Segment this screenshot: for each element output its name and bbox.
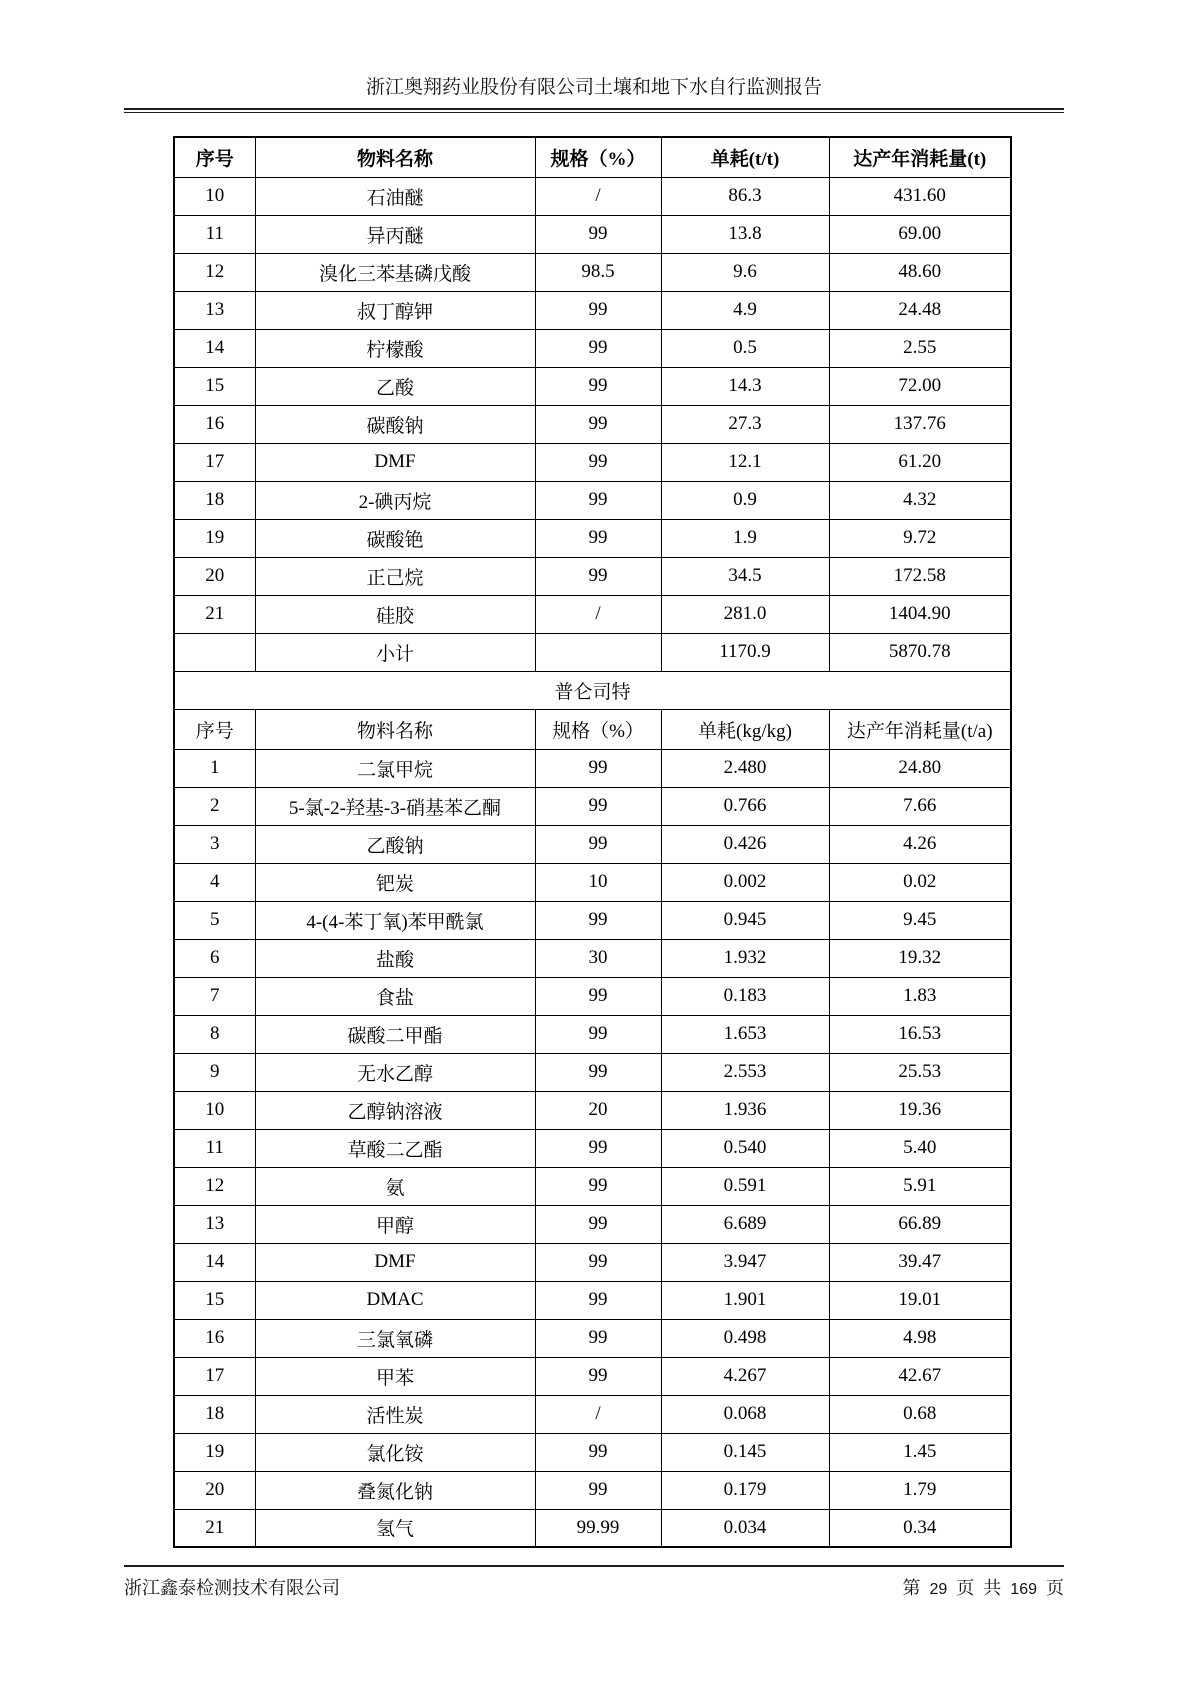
table-cell: 99	[535, 787, 661, 825]
table-cell: 13.8	[661, 215, 829, 253]
table-cell: 氢气	[255, 1509, 535, 1547]
table-row	[174, 1243, 1011, 1281]
table-cell: 5870.78	[829, 633, 1011, 671]
table-cell: 30	[535, 939, 661, 977]
table-row	[174, 1205, 1011, 1243]
table-cell: 72.00	[829, 367, 1011, 405]
footer-company: 浙江鑫泰检测技术有限公司	[124, 1578, 340, 1598]
table-row	[174, 557, 1011, 595]
table-cell: 18	[174, 481, 255, 519]
table-cell: 16	[174, 405, 255, 443]
table-cell: DMF	[255, 1243, 535, 1281]
table-cell: 0.179	[661, 1471, 829, 1509]
header-divider-line	[124, 108, 1064, 113]
table-cell	[535, 633, 661, 671]
column-header: 单耗(kg/kg)	[661, 709, 829, 749]
table-cell: 99	[535, 1357, 661, 1395]
table-cell: 9.72	[829, 519, 1011, 557]
table-cell: 食盐	[255, 977, 535, 1015]
table-row	[174, 1433, 1011, 1471]
section1-body	[174, 137, 1011, 671]
table-cell: 0.034	[661, 1509, 829, 1547]
table-cell: 99	[535, 557, 661, 595]
table-cell: 24.80	[829, 749, 1011, 787]
table-cell: DMF	[255, 443, 535, 481]
table-cell: 99	[535, 367, 661, 405]
table-cell: 甲醇	[255, 1205, 535, 1243]
table-cell: 13	[174, 1205, 255, 1243]
table-cell: 0.02	[829, 863, 1011, 901]
table-cell: 99	[535, 329, 661, 367]
table-cell: 柠檬酸	[255, 329, 535, 367]
total-page-number: 169	[1010, 1581, 1037, 1598]
table-cell: 1.45	[829, 1433, 1011, 1471]
table-cell: 2-碘丙烷	[255, 481, 535, 519]
table-cell: 草酸二乙酯	[255, 1129, 535, 1167]
table-cell: 1404.90	[829, 595, 1011, 633]
table-row	[174, 405, 1011, 443]
table-row	[174, 1015, 1011, 1053]
table-cell: 99	[535, 443, 661, 481]
column-header: 规格（%）	[535, 709, 661, 749]
table-row	[174, 1395, 1011, 1433]
table-cell: /	[535, 595, 661, 633]
column-header: 达产年消耗量(t)	[829, 137, 1011, 177]
table-cell: 4.98	[829, 1319, 1011, 1357]
table-cell: 0.002	[661, 863, 829, 901]
table-cell: 2.553	[661, 1053, 829, 1091]
table-row	[174, 633, 1011, 671]
table-cell: DMAC	[255, 1281, 535, 1319]
table-cell: 氯化铵	[255, 1433, 535, 1471]
table-cell: 活性炭	[255, 1395, 535, 1433]
column-header: 规格（%）	[535, 137, 661, 177]
pagination-total-label: 共	[983, 1578, 1002, 1598]
table-cell: 4.267	[661, 1357, 829, 1395]
table-cell: 99	[535, 749, 661, 787]
table-cell: 99	[535, 825, 661, 863]
table-cell: 99	[535, 1129, 661, 1167]
table-cell: 25.53	[829, 1053, 1011, 1091]
table-row	[174, 329, 1011, 367]
table-cell: 0.766	[661, 787, 829, 825]
table-row	[174, 1129, 1011, 1167]
table-row	[174, 215, 1011, 253]
column-header: 物料名称	[255, 709, 535, 749]
footer-divider-line	[124, 1565, 1064, 1567]
table-cell: 12	[174, 253, 255, 291]
table-cell: 7.66	[829, 787, 1011, 825]
table-cell: 0.540	[661, 1129, 829, 1167]
table-cell: 99	[535, 405, 661, 443]
table-row	[174, 901, 1011, 939]
table-cell: 盐酸	[255, 939, 535, 977]
column-header: 单耗(t/t)	[661, 137, 829, 177]
table-cell: 1.901	[661, 1281, 829, 1319]
table-row	[174, 749, 1011, 787]
table-cell: 9.6	[661, 253, 829, 291]
table-cell: 99	[535, 901, 661, 939]
table-cell: 0.9	[661, 481, 829, 519]
table-cell: 0.34	[829, 1509, 1011, 1547]
table-cell: 6	[174, 939, 255, 977]
table-row	[174, 1471, 1011, 1509]
table-cell: 12	[174, 1167, 255, 1205]
table-cell: 乙酸	[255, 367, 535, 405]
table-cell: 5.91	[829, 1167, 1011, 1205]
table-cell: 0.945	[661, 901, 829, 939]
table-cell: 10	[174, 1091, 255, 1129]
table-cell: 61.20	[829, 443, 1011, 481]
table-cell: 39.47	[829, 1243, 1011, 1281]
table-cell: 2.55	[829, 329, 1011, 367]
table-cell: 10	[535, 863, 661, 901]
table-cell: 99	[535, 1281, 661, 1319]
section-divider-body	[174, 671, 1011, 709]
table-cell: 172.58	[829, 557, 1011, 595]
table-cell: 99	[535, 1433, 661, 1471]
table-cell: 4	[174, 863, 255, 901]
table-cell: 21	[174, 595, 255, 633]
table-cell: 1170.9	[661, 633, 829, 671]
table-row	[174, 1357, 1011, 1395]
table-cell: 氨	[255, 1167, 535, 1205]
table-cell: 4-(4-苯丁氧)苯甲酰氯	[255, 901, 535, 939]
table-cell: 5.40	[829, 1129, 1011, 1167]
table-cell: 硅胶	[255, 595, 535, 633]
pagination-page-label: 页	[956, 1578, 975, 1598]
table-cell: 0.183	[661, 977, 829, 1015]
table-cell: 乙酸钠	[255, 825, 535, 863]
table-row	[174, 367, 1011, 405]
table-cell: 14.3	[661, 367, 829, 405]
table-cell: 4.32	[829, 481, 1011, 519]
table-cell: 9.45	[829, 901, 1011, 939]
table-row	[174, 939, 1011, 977]
table-cell: 99	[535, 215, 661, 253]
table-cell: 86.3	[661, 177, 829, 215]
table-cell: 99	[535, 1205, 661, 1243]
table-cell: 19.01	[829, 1281, 1011, 1319]
table-cell: 15	[174, 1281, 255, 1319]
table-cell: 5-氯-2-羟基-3-硝基苯乙酮	[255, 787, 535, 825]
table-cell: 18	[174, 1395, 255, 1433]
table-cell: /	[535, 177, 661, 215]
table-cell: 27.3	[661, 405, 829, 443]
table-row	[174, 1053, 1011, 1091]
table-cell: 正己烷	[255, 557, 535, 595]
table-cell: 99	[535, 1319, 661, 1357]
table-cell: 19.36	[829, 1091, 1011, 1129]
table-cell: 12.1	[661, 443, 829, 481]
table-cell: 0.498	[661, 1319, 829, 1357]
table-cell: 溴化三苯基磷戊酸	[255, 253, 535, 291]
table-row	[174, 1091, 1011, 1129]
page-footer	[124, 1565, 1064, 1600]
table-cell: 24.48	[829, 291, 1011, 329]
table-cell: 7	[174, 977, 255, 1015]
table-cell: 137.76	[829, 405, 1011, 443]
table-cell: 19.32	[829, 939, 1011, 977]
table-cell: 0.426	[661, 825, 829, 863]
table-cell: 4.9	[661, 291, 829, 329]
table-cell: 14	[174, 1243, 255, 1281]
table-cell: 99	[535, 1015, 661, 1053]
table-row	[174, 825, 1011, 863]
table-cell: 1.83	[829, 977, 1011, 1015]
table-cell: 14	[174, 329, 255, 367]
table-cell: 乙醇钠溶液	[255, 1091, 535, 1129]
table-cell: 19	[174, 1433, 255, 1471]
table-cell: 1.936	[661, 1091, 829, 1129]
table-row	[174, 1281, 1011, 1319]
table-cell: 10	[174, 177, 255, 215]
table-cell: 2	[174, 787, 255, 825]
table-cell: 99	[535, 481, 661, 519]
table-cell: 281.0	[661, 595, 829, 633]
section2-header-row	[174, 709, 1011, 749]
materials-consumption-table	[173, 136, 1012, 1548]
table-row	[174, 481, 1011, 519]
table-cell: 69.00	[829, 215, 1011, 253]
table-cell: 16.53	[829, 1015, 1011, 1053]
table-cell: 17	[174, 443, 255, 481]
table-cell: 99	[535, 1053, 661, 1091]
table-cell: 0.068	[661, 1395, 829, 1433]
table-cell: 99	[535, 519, 661, 557]
section-divider-row	[174, 671, 1011, 709]
table-cell: 99	[535, 291, 661, 329]
table-cell: 99	[535, 977, 661, 1015]
table-cell: 3.947	[661, 1243, 829, 1281]
table-cell: 叔丁醇钾	[255, 291, 535, 329]
table-cell: 99	[535, 1471, 661, 1509]
table-row	[174, 291, 1011, 329]
table-cell: 小计	[255, 633, 535, 671]
table-cell: 1.932	[661, 939, 829, 977]
section2-body	[174, 709, 1011, 1547]
table-row	[174, 177, 1011, 215]
table-cell: 4.26	[829, 825, 1011, 863]
pagination-prefix: 第	[902, 1578, 921, 1598]
table-row	[174, 977, 1011, 1015]
table-cell: 1.79	[829, 1471, 1011, 1509]
table-cell: 异丙醚	[255, 215, 535, 253]
table-cell: 34.5	[661, 557, 829, 595]
table-cell: 碳酸铯	[255, 519, 535, 557]
table-row	[174, 787, 1011, 825]
table-cell: 碳酸钠	[255, 405, 535, 443]
table-cell: 5	[174, 901, 255, 939]
table-cell: 0.145	[661, 1433, 829, 1471]
table-row	[174, 519, 1011, 557]
table-cell: 9	[174, 1053, 255, 1091]
table-cell: 11	[174, 1129, 255, 1167]
table-cell: 8	[174, 1015, 255, 1053]
section1-header-row	[174, 137, 1011, 177]
table-row	[174, 1167, 1011, 1205]
table-cell: 三氯氧磷	[255, 1319, 535, 1357]
table-cell: 42.67	[829, 1357, 1011, 1395]
table-cell: 17	[174, 1357, 255, 1395]
table-row	[174, 1319, 1011, 1357]
table-cell: 钯炭	[255, 863, 535, 901]
table-cell: 16	[174, 1319, 255, 1357]
table-cell	[174, 633, 255, 671]
table-cell: 20	[174, 1471, 255, 1509]
table-cell: 0.5	[661, 329, 829, 367]
column-header: 序号	[174, 137, 255, 177]
page-number-indicator	[903, 1574, 1065, 1600]
table-cell: 98.5	[535, 253, 661, 291]
page-header	[124, 76, 1064, 113]
column-header: 物料名称	[255, 137, 535, 177]
section-divider-label: 普仑司特	[174, 671, 1011, 709]
column-header: 达产年消耗量(t/a)	[829, 709, 1011, 749]
table-cell: 20	[174, 557, 255, 595]
table-cell: 6.689	[661, 1205, 829, 1243]
table-cell: 431.60	[829, 177, 1011, 215]
table-cell: 2.480	[661, 749, 829, 787]
table-cell: 66.89	[829, 1205, 1011, 1243]
table-cell: 无水乙醇	[255, 1053, 535, 1091]
table-cell: 99	[535, 1167, 661, 1205]
table-cell: 1.653	[661, 1015, 829, 1053]
table-cell: 20	[535, 1091, 661, 1129]
table-cell: 3	[174, 825, 255, 863]
table-cell: 石油醚	[255, 177, 535, 215]
table-cell: 叠氮化钠	[255, 1471, 535, 1509]
table-cell: 0.68	[829, 1395, 1011, 1433]
table-row	[174, 863, 1011, 901]
table-row	[174, 443, 1011, 481]
table-cell: 19	[174, 519, 255, 557]
table-cell: 13	[174, 291, 255, 329]
table-cell: 99.99	[535, 1509, 661, 1547]
table-cell: 11	[174, 215, 255, 253]
pagination-page-label-2: 页	[1046, 1578, 1064, 1598]
table-cell: 1	[174, 749, 255, 787]
table-cell: 碳酸二甲酯	[255, 1015, 535, 1053]
table-cell: 48.60	[829, 253, 1011, 291]
table-cell: 99	[535, 1243, 661, 1281]
table-row	[174, 1509, 1011, 1547]
column-header: 序号	[174, 709, 255, 749]
table-cell: 21	[174, 1509, 255, 1547]
table-cell: 二氯甲烷	[255, 749, 535, 787]
report-title: 浙江奥翔药业股份有限公司土壤和地下水自行监测报告	[365, 77, 822, 98]
table-row	[174, 595, 1011, 633]
table-cell: 1.9	[661, 519, 829, 557]
table-cell: 甲苯	[255, 1357, 535, 1395]
table-cell: 0.591	[661, 1167, 829, 1205]
table-row	[174, 253, 1011, 291]
table-cell: /	[535, 1395, 661, 1433]
table-cell: 15	[174, 367, 255, 405]
current-page-number: 29	[929, 1581, 948, 1598]
